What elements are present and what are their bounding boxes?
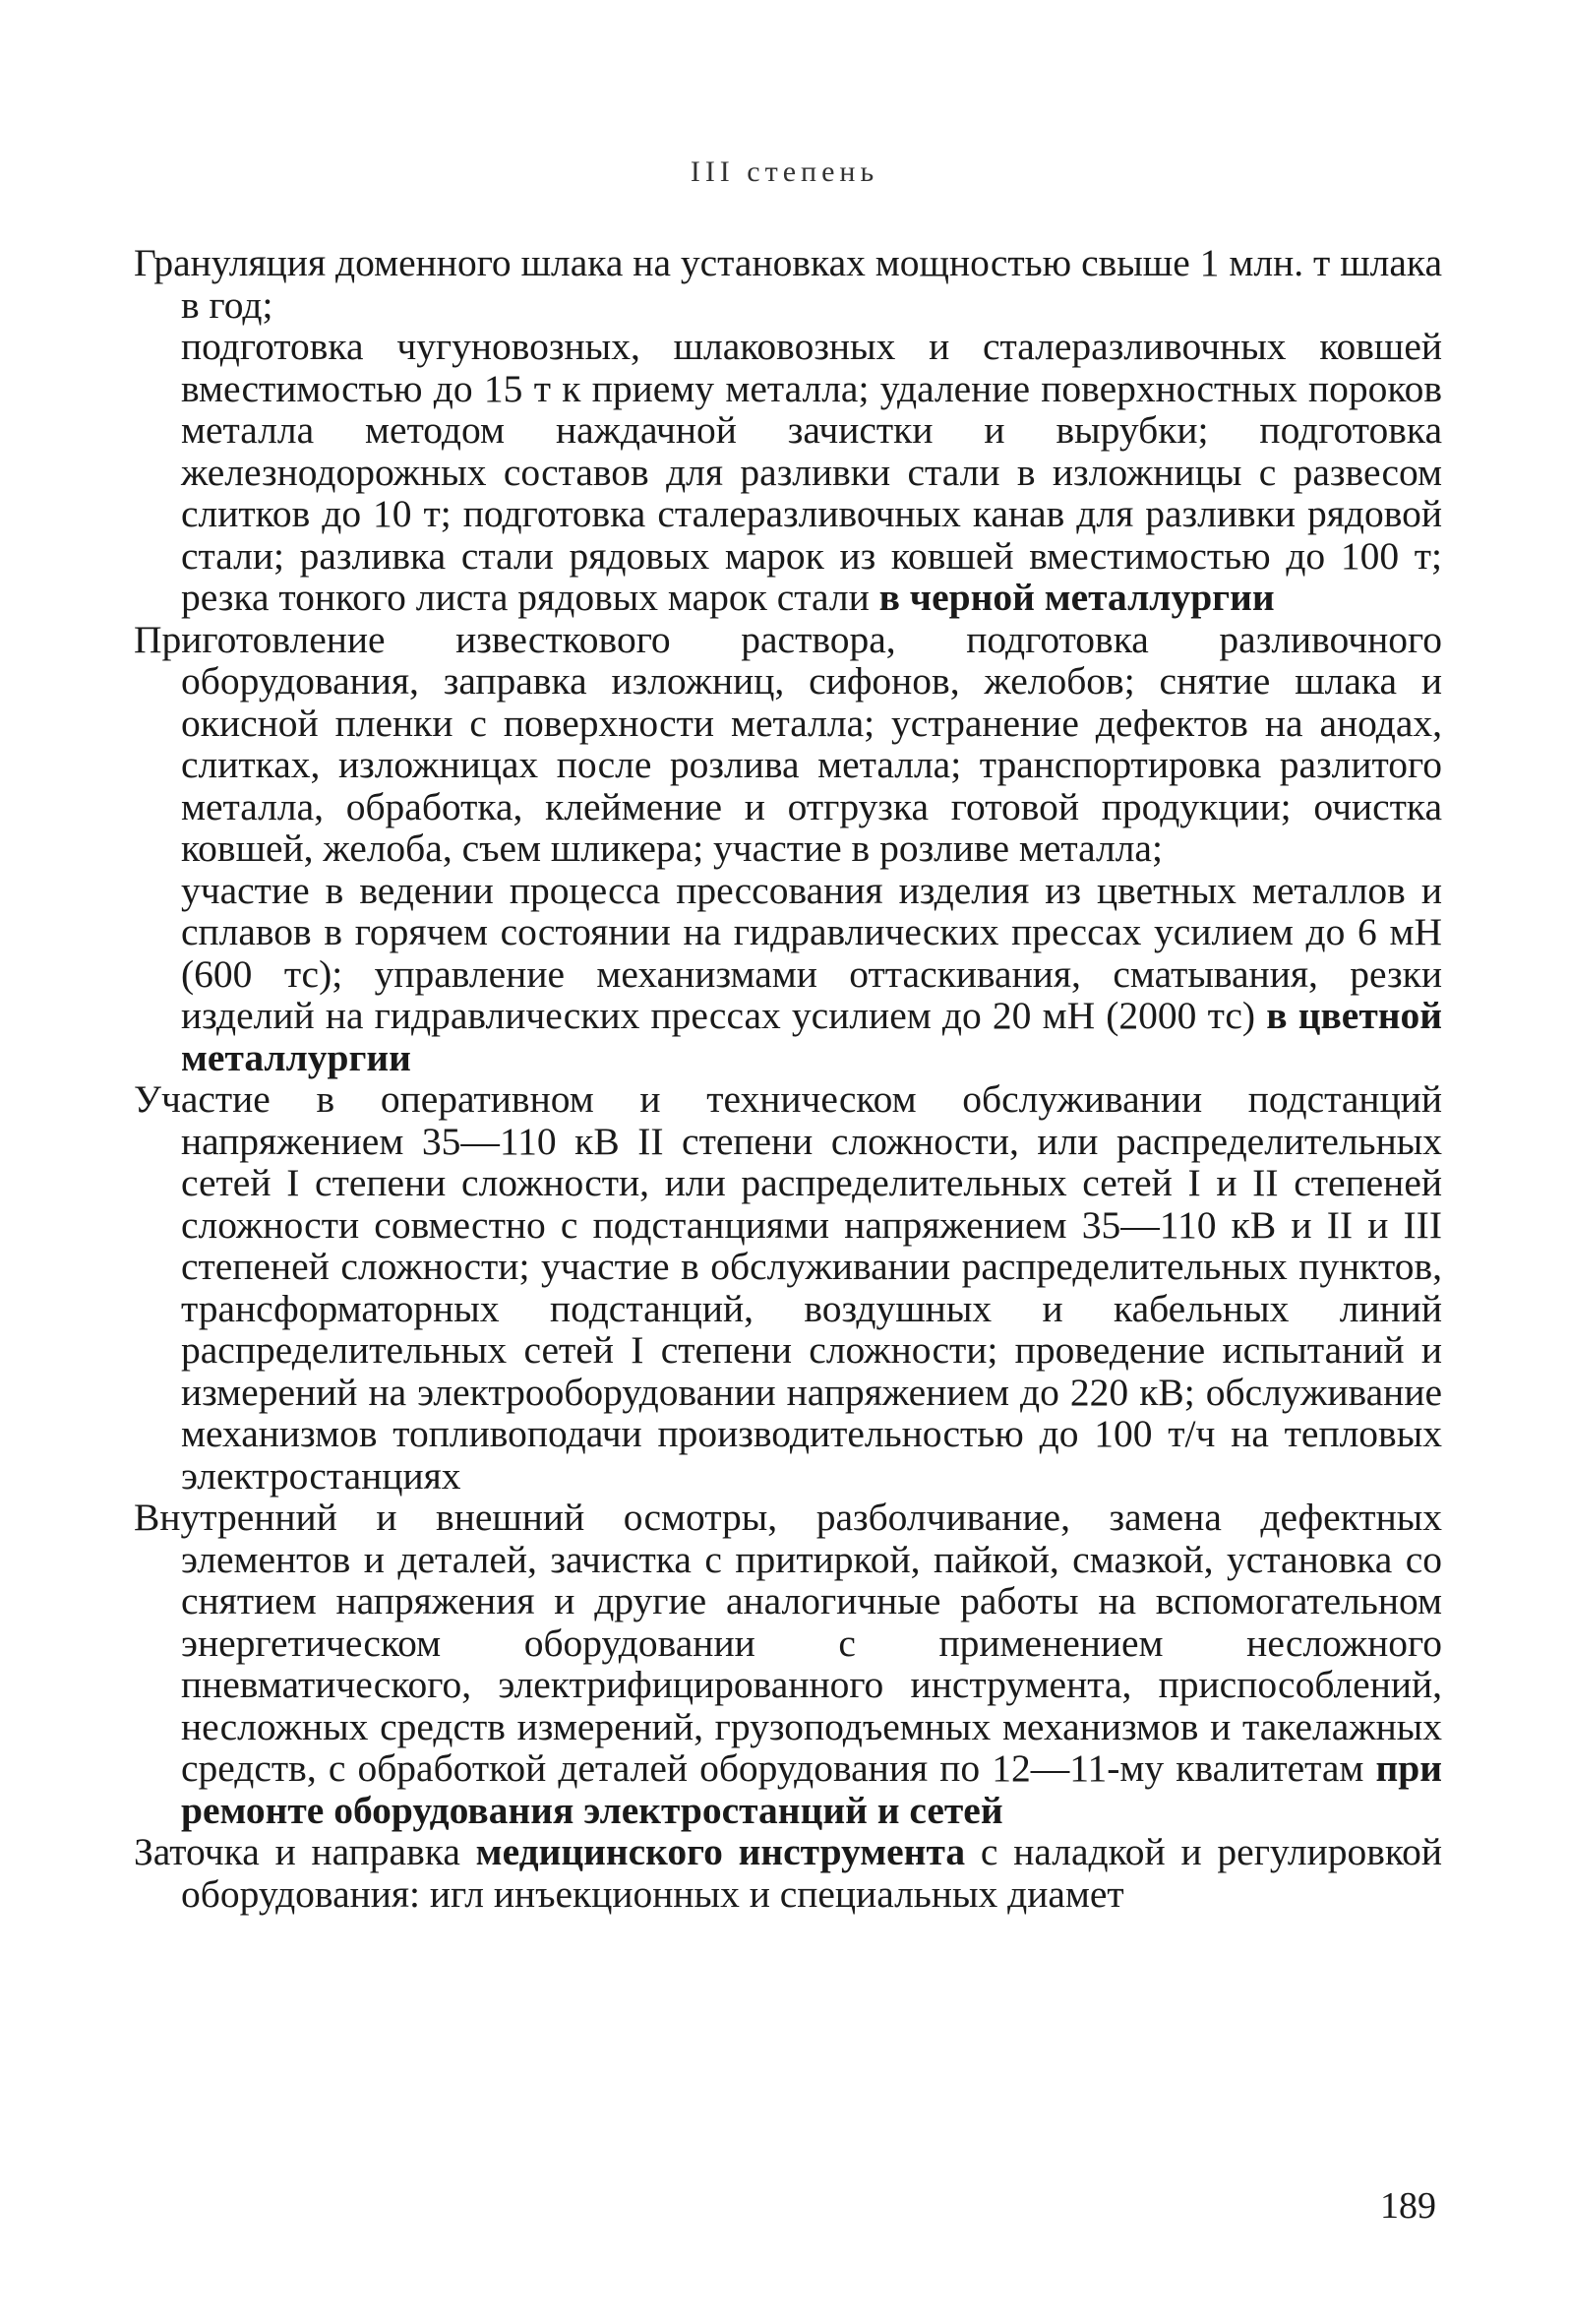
entry-text: участие в ведении процесса прессования изделия из цветных металлов и сплавов в горячем состоянии на гидравлических прессах усилием до 6 мН (600 тс); управление механизмами оттаскивания, сматывания, резки изделий на гидравлических прессах усилием до 20 мН (2000 тс) [181, 868, 1442, 1037]
industry-label: при ремонте оборудования электростанций и сетей [181, 1746, 1442, 1832]
entry-inspection-repair [134, 1496, 1442, 1832]
entry-medical-instrument [134, 1830, 1442, 1916]
section-heading: III степень [690, 155, 879, 188]
entry-text: Заточка и направка [134, 1830, 476, 1873]
entry-continuation [181, 870, 1442, 1079]
industry-label: в черной металлургии [878, 576, 1275, 619]
entry-text: с наладкой и регулировкой оборудования: игл инъекционных и специальных диамет [181, 1830, 1442, 1916]
entry-substation-service [134, 1077, 1442, 1498]
entry-lime-solution [134, 617, 1442, 870]
entry-text: Грануляция доменного шлака на установках мощностью свыше 1 млн. т шлака в год; [134, 241, 1442, 327]
page-body [134, 242, 1442, 1915]
entry-slag-granulation [134, 241, 1442, 327]
entry-continuation [181, 326, 1442, 619]
entry-text: Приготовление известкового раствора, подготовка разливочного оборудования, заправка изложниц, сифонов, желобов; снятие шлака и окисной пленки с поверхности металла; устранение дефектов на анодах, слитках, изложницах после розлива металла; транспортировка разлитого металла, обработка, клеймение и отгрузка готовой продукции; очистка ковшей, желоба, съем шликера; участие в розливе металла; [134, 617, 1442, 870]
entry-text: Внутренний и внешний осмотры, разболчивание, замена дефектных элементов и деталей, зачистка с притиркой, пайкой, смазкой, установка со снятием напряжения и другие аналогичные работы на вспомогательном энергетическом оборудовании с применением несложного пневматического, электрифицированного инструмента, приспособлений, несложных средств измерений, грузоподъемных механизмов и такелажных средств, с обработкой деталей оборудования по 12—11-му квалитетам [134, 1496, 1442, 1790]
entry-text: Участие в оперативном и техническом обслуживании подстанций напряжением 35—110 кВ II степени сложности, или распределительных сетей I степени сложности, или распределительных сетей I и II степеней сложности совместно с подстанциями напряжением 35—110 кВ и II и III степеней сложности; участие в обслуживании распределительных пунктов, трансформаторных подстанций, воздушных и кабельных линий распределительных сетей I степени сложности; проведение испытаний и измерений на электрооборудовании напряжением до 220 кВ; обслуживание механизмов топливоподачи производительностью до 100 т/ч на тепловых электростанциях [134, 1077, 1442, 1498]
page-number: 189 [1380, 2185, 1436, 2227]
industry-label: медицинского инструмента [475, 1830, 966, 1873]
entry-text: подготовка чугуновозных, шлаковозных и сталеразливочных ковшей вместимостью до 15 т к приему металла; удаление поверхностных пороков металла методом наждачной зачистки и вырубки; подготовка железнодорожных составов для разливки стали в изложницы с развесом слитков до 10 т; подготовка сталеразливочных канав для разливки рядовой стали; разливка стали рядовых марок из ковшей вместимостью до 100 т; резка тонкого листа рядовых марок стали [181, 325, 1442, 619]
industry-label: в цветной металлургии [181, 994, 1442, 1079]
